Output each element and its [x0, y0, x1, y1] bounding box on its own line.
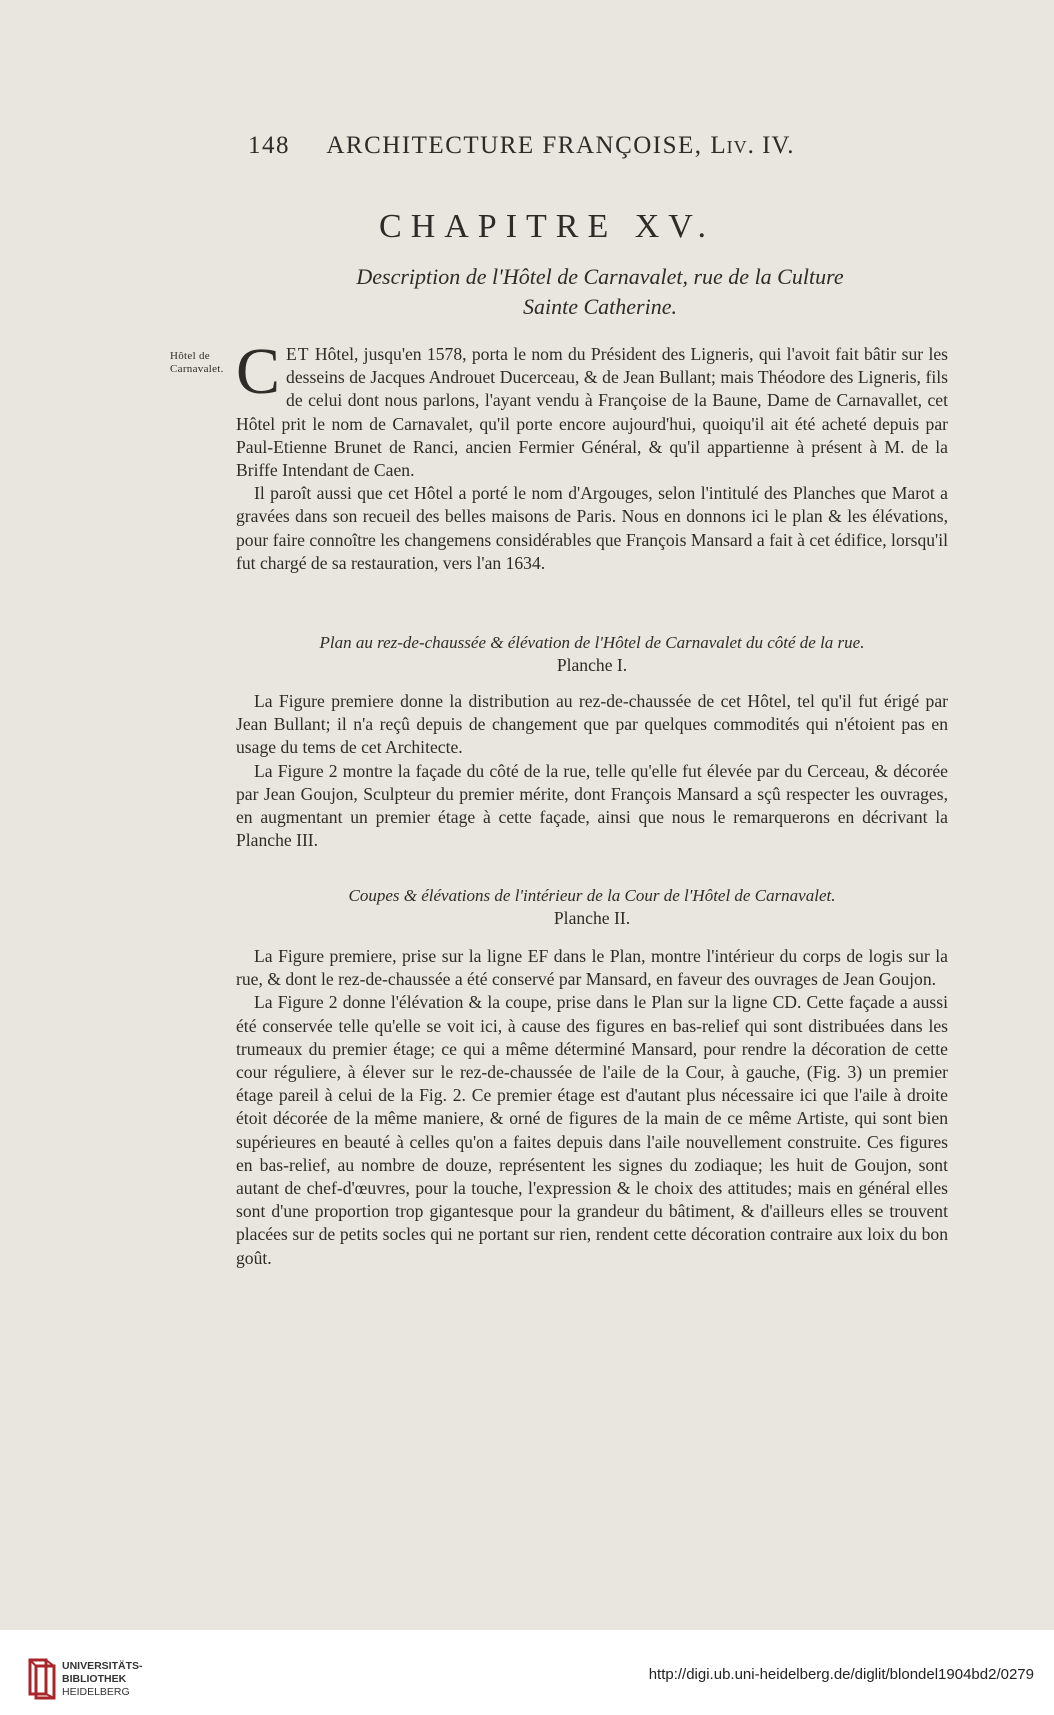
running-head	[248, 132, 848, 160]
margin-note: Hôtel de Carnavalet.	[170, 350, 224, 375]
chapter-title: CHAPITRE XV.	[379, 208, 715, 245]
chapter-subtitle	[300, 262, 900, 322]
section-2-paragraph-2: La Figure 2 donne l'élévation & la coupe, prise dans le Plan sur la ligne CD. Cette façade a aussi été conservée telle qu'elle se voit ici, à cause des figures en bas-relief qui sont distribuées dans les trumeaux du premier étage; ce qui a même déterminé Mansard, pour rendre la décoration de cette cour réguliere, à élever sur le rez-de-chaussée de l'aile de la Cour, à gauche, (Fig. 3) un premier étage pareil à celui de la Fig. 2. Ce premier étage est d'autant plus nécessaire ici que l'aile à droite étoit décorée de la même maniere, & orné de figures de la main de ce même Artiste, qui sont bien supérieures en beauté à celles qu'on a faites depuis dans l'aile nouvellement construite. Ces figures en bas-relief, au nombre de douze, représentent les signes du zodiaque; les huit de Goujon, sont autant de chef-d'œuvres, pour la touche, l'expression & le choix des attitudes; mais en général elles sont d'une proportion trop gigantesque pour la grandeur du bâtiment, & d'ailleurs elles se trouvent placées sur de petits socles qui ne portant sur rien, rendent cette décoration contraire aux loix du bon goût.	[236, 992, 948, 1268]
section-1-paragraph-2: La Figure 2 montre la façade du côté de la rue, telle qu'elle fut élevée par du Cerceau, & décorée par Jean Goujon, Sculpteur du premier mérite, dont François Mansard a sçû respecter les ouvrages, en augmentant un premier étage à cette façade, ainsi que nous le remarquerons en décrivant la Planche III.	[236, 760, 948, 851]
book-number: Liv. IV.	[710, 132, 795, 159]
section-2-plate: Planche II.	[553, 908, 631, 928]
intro-paragraph-1	[236, 335, 948, 482]
drop-cap: C	[236, 335, 281, 408]
section-1-plate: Planche I.	[556, 655, 628, 675]
library-line-1: UNIVERSITÄTS-	[62, 1660, 143, 1672]
intro-text	[236, 335, 948, 575]
section-1-title: Plan au rez-de-chaussée & élévation de l'Hôtel de Carnavalet du côté de la rue.	[319, 633, 865, 652]
source-url-link[interactable]: http://digi.ub.uni-heidelberg.de/diglit/blondel1904bd2/0279	[648, 1666, 1034, 1683]
section-1-text	[236, 690, 948, 852]
subtitle-line-2: Sainte Catherine.	[523, 294, 677, 319]
library-line-3: HEIDELBERG	[62, 1686, 130, 1698]
library-name	[62, 1660, 143, 1699]
library-logo-icon	[26, 1654, 58, 1700]
subtitle-line-1: Description de l'Hôtel de Carnavalet, rue de la Culture	[356, 264, 844, 289]
footer-bar	[0, 1630, 1054, 1715]
page-number: 148	[248, 132, 290, 159]
section-2-heading	[236, 885, 948, 929]
section-2-paragraph-1: La Figure premiere, prise sur la ligne EF dans le Plan, montre l'intérieur du corps de logis sur la rue, & dont le rez-de-chaussée a été conservé par Mansard, en faveur des ouvrages de Jean Goujon.	[236, 946, 948, 990]
section-1-paragraph-1: La Figure premiere donne la distribution au rez-de-chaussée de cet Hôtel, tel qu'il fut érigé par Jean Bullant; il n'a reçû depuis de changement que par quelques commodités qui n'étoient pas en usage du tems de cet Architecte.	[236, 691, 948, 758]
intro-first-word: ET	[286, 344, 310, 364]
running-title: ARCHITECTURE FRANÇOISE,	[326, 132, 703, 159]
intro-paragraph-1-text: Hôtel, jusqu'en 1578, porta le nom du Président des Ligneris, qui l'avoit fait bâtir sur les desseins de Jacques Androuet Ducerceau, & de Jean Bullant; mais Théodore des Ligneris, fils de celui dont nous parlons, l'ayant vendu à Françoise de la Baune, Dame de Carnavallet, cet Hôtel prit le nom de Carnavalet, qu'il porte encore aujourd'hui, quoiqu'il ait été acheté depuis par Paul-Etienne Brunet de Ranci, ancien Fermier Général, & qu'il appartienne à présent à M. de la Briffe Intendant de Caen.	[236, 344, 948, 481]
section-1-heading	[236, 632, 948, 676]
section-2-text	[236, 945, 948, 1270]
section-2-title: Coupes & élévations de l'intérieur de la Cour de l'Hôtel de Carnavalet.	[348, 886, 836, 905]
library-line-2: BIBLIOTHEK	[62, 1673, 127, 1685]
intro-paragraph-2: Il paroît aussi que cet Hôtel a porté le nom d'Argouges, selon l'intitulé des Planches que Marot a gravées dans son recueil des belles maisons de Paris. Nous en donnons ici le plan & les élévations, pour faire connoître les changemens considérables que François Mansard a fait à cet édifice, lorsqu'il fut chargé de sa restauration, vers l'an 1634.	[236, 483, 948, 573]
